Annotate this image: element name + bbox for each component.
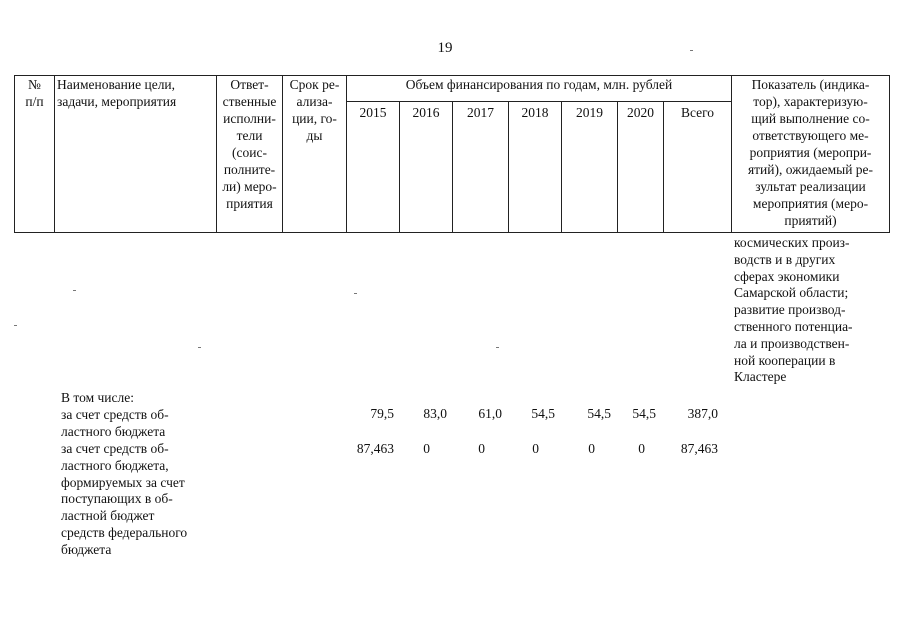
scan-speck [73,290,76,291]
row-description: за счет средств об- ластного бюджета, формируемых за счет поступающих в об- ластной бюджет средств федерального бюджета [61,441,188,557]
value-2018: 54,5 [531,406,555,421]
col-indicator-header: Показатель (индика- тор), характеризую- щий выполнение со- ответствующего ме- роприятия (меропри- ятий), ожидаемый ре- зультат реализации мероприятия (меро- приятий) [732,76,890,233]
funding-header: Объем финансирования по годам, млн. рублей [347,76,732,102]
col-number-header: № п/п [15,76,55,233]
year-2015-header: 2015 [347,102,400,233]
value-2015: 87,463 [356,441,394,456]
row-description: В том числе: за счет средств об- ластного бюджета [61,390,169,439]
value-total: 87,463 [680,441,718,456]
year-2017-header: 2017 [453,102,509,233]
scan-speck [14,325,17,326]
scan-speck [198,347,201,348]
value-total: 387,0 [687,406,718,421]
year-2018-header: 2018 [509,102,562,233]
year-2020-header: 2020 [618,102,664,233]
col-executors-header: Ответ- ственные исполни- тели (соис- полните- ли) меро- приятия [217,76,283,233]
col-name-header: Наименование цели, задачи, мероприятия [55,76,217,233]
value-2017: 0 [478,441,485,456]
col-term-header: Срок ре- ализа- ции, го- ды [283,76,347,233]
value-2017: 61,0 [478,406,502,421]
value-2020: 0 [638,441,645,456]
year-2016-header: 2016 [400,102,453,233]
value-2018: 0 [532,441,539,456]
year-2019-header: 2019 [562,102,618,233]
value-2016: 83,0 [423,406,447,421]
scan-speck [354,293,357,294]
value-2019: 54,5 [587,406,611,421]
scan-speck [690,50,693,51]
value-2019: 0 [588,441,595,456]
header-table [14,75,890,233]
indicator-continuation: космических произ- водств и в других сферах экономики Самарской области; развитие производ- ственного потенциа- ла и производствен- ной кооперации в Кластере [734,235,853,385]
value-2016: 0 [423,441,430,456]
value-2020: 54,5 [632,406,656,421]
scan-speck [496,347,499,348]
page-number: 19 [437,40,453,56]
value-2015: 79,5 [370,406,394,421]
total-header: Всего [664,102,732,233]
